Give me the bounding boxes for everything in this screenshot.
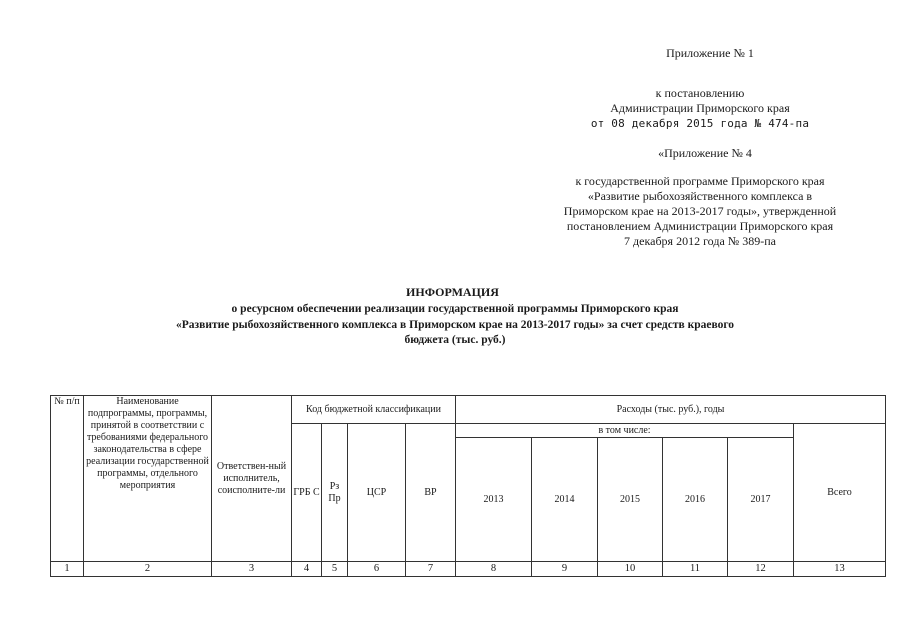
header-year: 2016: [663, 438, 728, 562]
subtitle-line: бюджета (тыс. руб.): [404, 334, 506, 346]
header-year: 2017: [728, 438, 794, 562]
decree-line: к постановлению: [655, 86, 745, 100]
column-number: 12: [728, 562, 794, 577]
column-number: 5: [322, 562, 348, 577]
column-number: 4: [292, 562, 322, 577]
document-title: ИНФОРМАЦИЯ: [406, 285, 499, 299]
program-line: постановлением Администрации Приморского края: [566, 219, 834, 233]
header-expenses: Расходы (тыс. руб.), годы: [456, 396, 886, 424]
header-csr: ЦСР: [348, 424, 406, 562]
column-number: 13: [794, 562, 886, 577]
document-subtitle: [95, 302, 815, 349]
column-number: 3: [212, 562, 292, 577]
decree-date-handwritten: от 08 декабря 2015 года № 474-па: [590, 117, 810, 130]
column-number: 11: [663, 562, 728, 577]
header-executor: Ответствен-ный исполнитель, соисполните-ли: [212, 396, 292, 562]
header-year: 2013: [456, 438, 532, 562]
program-line: Приморском крае на 2013-2017 годы», утвержденной: [563, 204, 837, 218]
header-vr: ВР: [406, 424, 456, 562]
header-year: 2014: [532, 438, 598, 562]
header-rzpr: Рз Пр: [322, 424, 348, 562]
header-name: Наименование подпрограммы, программы, принятой в соответствии с требованиями федерального законодательства в сфере реализации государственной программы, отдельного мероприятия: [84, 396, 212, 562]
header-budget-code: Код бюджетной классификации: [292, 396, 456, 424]
column-number: 1: [51, 562, 84, 577]
column-number: 10: [598, 562, 663, 577]
column-number: 9: [532, 562, 598, 577]
column-number: 6: [348, 562, 406, 577]
program-line: «Развитие рыбохозяйственного комплекса в: [587, 189, 813, 203]
decree-reference: [580, 86, 820, 131]
header-year: 2015: [598, 438, 663, 562]
subtitle-line: о ресурсном обеспечении реализации государственной программы Приморского края: [231, 303, 679, 315]
header-including: в том числе:: [456, 424, 794, 438]
resource-table: [50, 395, 886, 577]
program-line: к государственной программе Приморского края: [575, 174, 825, 188]
column-number: 8: [456, 562, 532, 577]
decree-line: Администрации Приморского края: [610, 101, 790, 115]
header-grbs: ГРБ С: [292, 424, 322, 562]
appendix-number: Приложение № 1: [666, 46, 754, 60]
appendix-4-label: «Приложение № 4: [658, 146, 752, 160]
subtitle-line: «Развитие рыбохозяйственного комплекса в Приморском крае на 2013-2017 годы» за счет средств краевого: [175, 318, 735, 331]
program-line: 7 декабря 2012 года № 389-па: [624, 234, 776, 248]
program-reference: [535, 174, 865, 249]
header-total: Всего: [794, 424, 886, 562]
header-num: № п/п: [51, 396, 84, 562]
column-number: 7: [406, 562, 456, 577]
column-number: 2: [84, 562, 212, 577]
